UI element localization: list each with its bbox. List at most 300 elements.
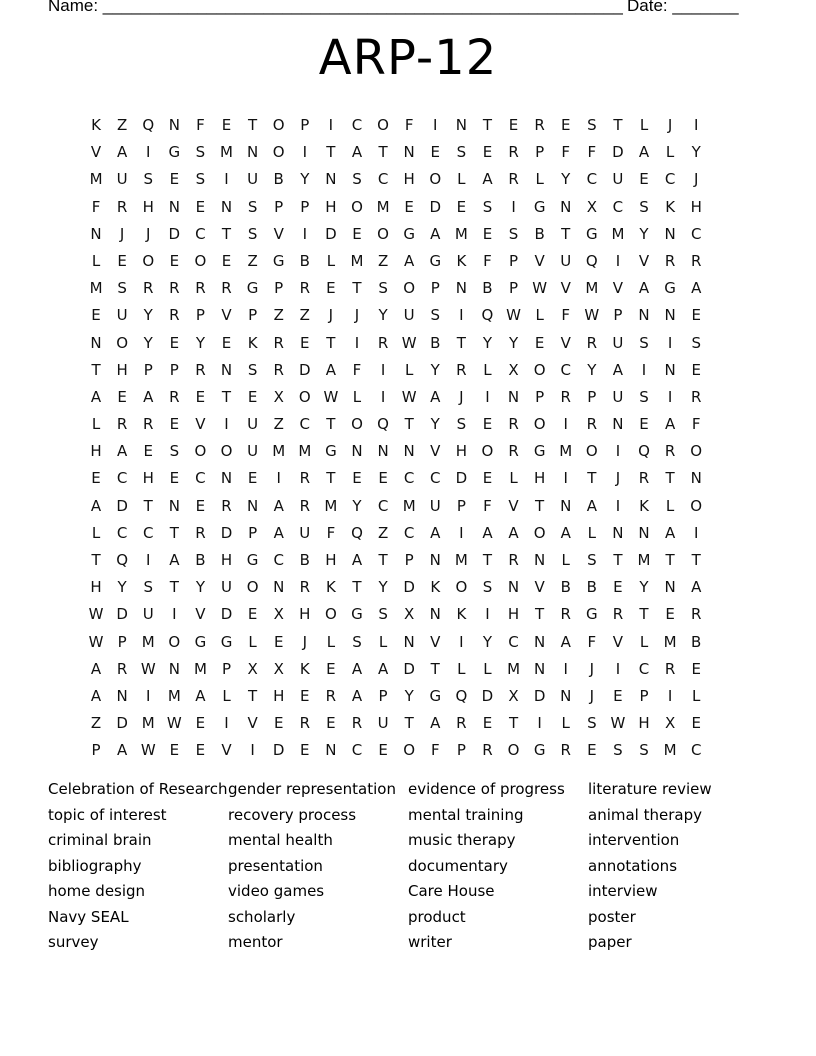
- grid-letter: J: [354, 306, 360, 325]
- word-list-item: video games: [228, 882, 325, 900]
- grid-letter: F: [587, 143, 597, 162]
- grid-letter: D: [403, 659, 415, 678]
- grid-letter: J: [589, 686, 595, 705]
- grid-letter: M: [376, 197, 390, 216]
- grid-letter: B: [560, 578, 571, 597]
- grid-letter: M: [89, 170, 103, 189]
- grid-letter: U: [560, 251, 572, 270]
- grid-letter: A: [430, 224, 441, 243]
- grid-letter: H: [638, 714, 650, 733]
- grid-letter: Y: [639, 578, 649, 597]
- grid-letter: T: [613, 551, 623, 569]
- grid-letter: U: [247, 170, 259, 189]
- grid-letter: A: [169, 551, 180, 569]
- grid-letter: I: [537, 714, 542, 733]
- grid-letter: C: [116, 469, 128, 488]
- grid-letter: M: [141, 714, 155, 733]
- grid-letter: V: [638, 251, 650, 270]
- grid-letter: C: [116, 523, 128, 542]
- grid-letter: L: [91, 523, 101, 542]
- word-list-item: poster: [588, 907, 636, 926]
- grid-letter: A: [664, 523, 676, 542]
- grid-letter: C: [351, 116, 363, 134]
- grid-letter: E: [117, 251, 127, 270]
- grid-letter: I: [172, 605, 177, 624]
- grid-letter: S: [352, 170, 362, 189]
- grid-letter: M: [663, 632, 677, 651]
- grid-letter: G: [429, 686, 442, 705]
- grid-letter: S: [639, 741, 649, 760]
- grid-letter: S: [508, 224, 519, 243]
- grid-letter: S: [247, 224, 258, 243]
- grid-letter: R: [690, 387, 702, 406]
- grid-letter: G: [403, 224, 415, 243]
- grid-letter: Q: [481, 306, 494, 325]
- grid-letter: T: [326, 469, 336, 488]
- grid-letter: R: [664, 442, 676, 461]
- grid-letter: V: [273, 224, 284, 243]
- grid-letter: L: [91, 251, 101, 270]
- grid-letter: G: [246, 551, 259, 569]
- grid-letter: F: [404, 116, 414, 134]
- grid-letter: T: [91, 360, 101, 379]
- grid-letter: T: [665, 551, 675, 569]
- grid-letter: S: [482, 197, 493, 216]
- grid-letter: E: [326, 659, 336, 678]
- grid-letter: Z: [90, 714, 102, 733]
- grid-letter: A: [560, 632, 571, 651]
- grid-letter: P: [509, 279, 519, 298]
- grid-letter: E: [352, 224, 362, 243]
- grid-letter: U: [429, 496, 441, 515]
- grid-letter: E: [143, 442, 153, 461]
- grid-letter: J: [146, 224, 151, 243]
- grid-letter: W: [88, 632, 104, 651]
- grid-letter: Y: [117, 578, 127, 597]
- grid-letter: S: [378, 605, 388, 624]
- grid-letter: D: [272, 741, 285, 760]
- grid-letter: A: [90, 686, 102, 705]
- grid-letter: C: [508, 632, 519, 651]
- grid-letter: U: [247, 442, 259, 461]
- grid-letter: L: [535, 170, 544, 189]
- grid-letter: A: [90, 496, 102, 515]
- grid-letter: I: [485, 605, 490, 624]
- grid-letter: E: [482, 469, 493, 488]
- grid-letter: I: [354, 333, 360, 352]
- grid-letter: C: [195, 469, 206, 488]
- grid-letter: H: [507, 605, 520, 624]
- grid-letter: A: [482, 170, 493, 189]
- grid-letter: T: [535, 496, 545, 515]
- word-list-item: criminal brain: [48, 831, 152, 849]
- grid-letter: E: [691, 306, 701, 325]
- grid-letter: R: [273, 360, 284, 379]
- grid-letter: B: [534, 224, 545, 243]
- grid-letter: B: [299, 551, 310, 569]
- grid-letter: Y: [430, 360, 440, 379]
- grid-letter: E: [613, 686, 623, 705]
- grid-letter: V: [247, 714, 258, 733]
- word-list-item: scholarly: [228, 907, 296, 926]
- grid-letter: R: [508, 170, 519, 189]
- grid-letter: T: [326, 415, 336, 434]
- grid-letter: R: [690, 605, 702, 624]
- grid-letter: G: [272, 251, 285, 270]
- word-list-item: documentary: [408, 856, 508, 875]
- grid-letter: D: [116, 605, 128, 624]
- grid-letter: A: [273, 523, 284, 542]
- grid-letter: C: [586, 170, 598, 189]
- grid-letter: S: [195, 143, 206, 162]
- grid-letter: I: [250, 741, 255, 760]
- grid-letter: S: [639, 387, 649, 406]
- grid-letter: R: [299, 714, 311, 733]
- grid-letter: N: [168, 116, 180, 134]
- grid-letter: U: [403, 306, 415, 325]
- grid-letter: F: [196, 116, 205, 134]
- grid-letter: L: [561, 714, 570, 733]
- grid-letter: A: [351, 143, 363, 162]
- grid-letter: Y: [587, 360, 597, 379]
- word-list-item: gender representation: [228, 780, 396, 798]
- grid-letter: C: [195, 224, 206, 243]
- grid-letter: T: [587, 469, 597, 488]
- grid-letter: E: [691, 360, 701, 379]
- grid-letter: R: [221, 279, 232, 298]
- grid-letter: M: [220, 143, 233, 162]
- grid-letter: D: [533, 686, 546, 705]
- grid-letter: E: [326, 279, 336, 298]
- grid-letter: G: [586, 605, 598, 624]
- grid-letter: E: [247, 605, 258, 624]
- grid-letter: O: [585, 442, 598, 461]
- grid-letter: O: [168, 632, 181, 651]
- grid-letter: N: [246, 143, 259, 162]
- grid-letter: I: [146, 686, 151, 705]
- grid-letter: A: [691, 279, 702, 298]
- grid-letter: E: [639, 415, 649, 434]
- word-list-item: Celebration of Research: [48, 780, 228, 798]
- grid-letter: S: [482, 578, 493, 597]
- grid-letter: S: [639, 333, 649, 352]
- grid-letter: J: [302, 632, 308, 651]
- grid-letter: R: [560, 605, 571, 624]
- grid-letter: E: [456, 197, 467, 216]
- grid-letter: O: [533, 360, 546, 379]
- grid-letter: P: [274, 279, 284, 298]
- grid-letter: P: [143, 360, 153, 379]
- grid-letter: O: [481, 442, 494, 461]
- grid-letter: K: [91, 116, 101, 134]
- grid-letter: Z: [273, 415, 284, 434]
- grid-letter: P: [587, 387, 597, 406]
- grid-letter: A: [195, 686, 206, 705]
- grid-letter: E: [482, 143, 493, 162]
- grid-letter: L: [248, 632, 257, 651]
- grid-letter: F: [91, 197, 101, 216]
- grid-letter: T: [326, 143, 336, 162]
- grid-letter: I: [563, 469, 568, 488]
- grid-letter: L: [639, 116, 649, 134]
- word-list-item: mentor: [228, 933, 283, 951]
- grid-letter: C: [638, 659, 650, 678]
- grid-letter: R: [143, 415, 154, 434]
- grid-letter: E: [300, 741, 310, 760]
- grid-letter: M: [141, 632, 155, 651]
- grid-letter: S: [613, 741, 623, 760]
- grid-letter: L: [639, 632, 649, 651]
- grid-letter: V: [221, 306, 232, 325]
- grid-letter: E: [221, 116, 232, 134]
- grid-letter: E: [639, 170, 649, 189]
- grid-letter: F: [483, 496, 492, 515]
- grid-letter: N: [507, 387, 520, 406]
- grid-letter: P: [535, 143, 545, 162]
- grid-letter: F: [561, 143, 571, 162]
- grid-letter: R: [560, 741, 571, 760]
- grid-letter: R: [377, 333, 389, 352]
- grid-letter: V: [195, 605, 206, 624]
- grid-letter: S: [143, 170, 153, 189]
- grid-letter: M: [637, 551, 651, 569]
- grid-letter: O: [690, 496, 703, 515]
- grid-letter: C: [690, 741, 702, 760]
- word-list-item: animal therapy: [588, 805, 702, 824]
- grid-letter: U: [221, 578, 232, 597]
- grid-letter: I: [302, 143, 308, 162]
- grid-letter: P: [195, 306, 205, 325]
- grid-letter: N: [690, 469, 702, 488]
- word-list-item: survey: [48, 933, 99, 951]
- grid-letter: Y: [195, 578, 205, 597]
- grid-letter: E: [169, 251, 180, 270]
- grid-letter: L: [222, 686, 231, 705]
- grid-letter: E: [195, 387, 206, 406]
- grid-letter: F: [352, 360, 362, 379]
- grid-letter: N: [534, 659, 546, 678]
- grid-letter: T: [352, 279, 362, 298]
- grid-letter: T: [508, 714, 519, 733]
- date-field[interactable]: Date: _______: [627, 0, 739, 15]
- grid-letter: L: [91, 415, 101, 434]
- grid-letter: I: [563, 415, 568, 434]
- grid-letter: V: [430, 632, 441, 651]
- grid-letter: F: [483, 251, 492, 270]
- grid-letter: T: [221, 224, 232, 243]
- grid-letter: R: [325, 686, 337, 705]
- grid-letter: Z: [273, 306, 284, 325]
- grid-letter: A: [638, 279, 650, 298]
- grid-letter: A: [351, 686, 363, 705]
- grid-letter: H: [534, 469, 546, 488]
- grid-letter: T: [169, 523, 179, 542]
- grid-letter: L: [326, 251, 336, 270]
- grid-letter: C: [142, 523, 154, 542]
- grid-letter: S: [456, 415, 467, 434]
- word-list-item: recovery process: [228, 805, 357, 824]
- grid-letter: L: [326, 632, 336, 651]
- grid-letter: A: [664, 415, 676, 434]
- grid-letter: U: [612, 170, 624, 189]
- grid-letter: N: [403, 442, 415, 461]
- word-list-item: writer: [408, 933, 452, 951]
- grid-letter: U: [247, 415, 259, 434]
- grid-letter: D: [325, 224, 337, 243]
- grid-letter: I: [433, 116, 438, 134]
- grid-letter: B: [195, 551, 206, 569]
- grid-letter: A: [430, 523, 441, 542]
- grid-letter: A: [90, 387, 102, 406]
- grid-letter: H: [142, 197, 154, 216]
- grid-letter: M: [454, 551, 468, 569]
- grid-letter: P: [91, 741, 101, 760]
- grid-letter: V: [612, 279, 624, 298]
- grid-letter: T: [248, 116, 258, 134]
- name-field[interactable]: Name: _______________________________________________________: [48, 0, 623, 15]
- grid-letter: M: [272, 442, 286, 461]
- grid-letter: B: [691, 632, 702, 651]
- grid-letter: M: [611, 224, 625, 243]
- grid-letter: E: [378, 469, 388, 488]
- grid-letter: I: [146, 551, 151, 569]
- grid-letter: P: [509, 251, 519, 270]
- grid-letter: X: [508, 686, 519, 705]
- grid-letter: E: [300, 686, 310, 705]
- grid-letter: B: [273, 170, 284, 189]
- puzzle-title: ARP-12: [318, 30, 498, 86]
- grid-letter: G: [533, 442, 546, 461]
- grid-letter: A: [351, 551, 363, 569]
- grid-letter: N: [246, 496, 259, 515]
- grid-letter: I: [615, 251, 621, 270]
- grid-letter: K: [325, 578, 336, 597]
- grid-letter: R: [195, 523, 206, 542]
- grid-letter: I: [485, 387, 490, 406]
- word-list-item: topic of interest: [48, 805, 167, 824]
- grid-letter: R: [299, 496, 311, 515]
- grid-letter: I: [380, 360, 386, 379]
- grid-letter: Z: [117, 116, 128, 134]
- grid-letter: Z: [377, 251, 389, 270]
- grid-letter: S: [195, 170, 206, 189]
- grid-letter: R: [116, 197, 128, 216]
- grid-letter: L: [665, 496, 675, 515]
- grid-letter: G: [220, 632, 233, 651]
- grid-letter: M: [193, 659, 207, 678]
- grid-letter: S: [456, 143, 467, 162]
- grid-letter: O: [194, 251, 207, 270]
- grid-letter: Q: [351, 523, 363, 542]
- grid-letter: M: [663, 741, 677, 760]
- grid-letter: P: [404, 551, 414, 569]
- grid-letter: X: [273, 605, 284, 624]
- grid-letter: R: [638, 469, 650, 488]
- grid-letter: P: [456, 496, 466, 515]
- grid-letter: A: [560, 523, 571, 542]
- grid-letter: T: [378, 551, 388, 569]
- grid-letter: X: [586, 197, 597, 216]
- grid-letter: R: [299, 279, 311, 298]
- grid-letter: L: [587, 523, 596, 542]
- grid-letter: P: [639, 686, 649, 705]
- grid-letter: F: [430, 741, 440, 760]
- grid-letter: S: [247, 197, 258, 216]
- word-list-item: intervention: [588, 831, 680, 849]
- grid-letter: T: [248, 686, 258, 705]
- grid-letter: E: [117, 387, 127, 406]
- grid-letter: E: [195, 197, 206, 216]
- grid-letter: O: [377, 116, 389, 134]
- grid-letter: K: [639, 496, 649, 515]
- grid-letter: U: [612, 387, 624, 406]
- grid-letter: E: [404, 197, 414, 216]
- grid-letter: Y: [143, 306, 153, 325]
- grid-letter: I: [693, 523, 699, 542]
- grid-letter: Y: [378, 306, 388, 325]
- grid-letter: N: [403, 143, 415, 162]
- grid-letter: N: [560, 197, 572, 216]
- grid-letter: E: [352, 469, 362, 488]
- word-list-item: Care House: [408, 882, 495, 900]
- grid-letter: R: [508, 143, 519, 162]
- grid-letter: Z: [377, 523, 389, 542]
- grid-letter: N: [403, 632, 415, 651]
- grid-letter: L: [483, 360, 492, 379]
- word-list: [48, 777, 768, 956]
- grid-letter: O: [507, 741, 520, 760]
- grid-letter: R: [169, 387, 180, 406]
- grid-letter: D: [455, 469, 468, 488]
- grid-letter: G: [246, 279, 259, 298]
- grid-letter: X: [273, 387, 284, 406]
- grid-letter: I: [459, 523, 464, 542]
- grid-letter: T: [691, 551, 701, 569]
- grid-letter: J: [119, 224, 125, 243]
- grid-letter: P: [274, 197, 284, 216]
- grid-letter: X: [664, 714, 676, 733]
- grid-letter: T: [613, 116, 623, 134]
- grid-letter: T: [561, 224, 571, 243]
- grid-letter: S: [378, 279, 388, 298]
- grid-letter: N: [664, 306, 676, 325]
- grid-letter: Z: [299, 306, 310, 325]
- grid-letter: O: [429, 170, 442, 189]
- grid-letter: F: [587, 632, 597, 651]
- grid-letter: T: [639, 605, 649, 624]
- grid-letter: X: [273, 659, 284, 678]
- grid-letter: H: [90, 578, 102, 597]
- grid-letter: F: [691, 415, 701, 434]
- grid-letter: E: [247, 387, 258, 406]
- grid-letter: T: [404, 714, 414, 733]
- grid-letter: D: [403, 578, 415, 597]
- grid-letter: N: [168, 659, 180, 678]
- grid-letter: P: [378, 686, 388, 705]
- grid-letter: T: [482, 116, 493, 134]
- grid-letter: B: [299, 251, 310, 270]
- grid-letter: R: [195, 279, 206, 298]
- grid-letter: E: [300, 333, 310, 352]
- grid-letter: D: [481, 686, 494, 705]
- grid-letter: L: [378, 632, 388, 651]
- grid-letter: O: [403, 741, 416, 760]
- grid-letter: L: [483, 659, 492, 678]
- grid-letter: C: [273, 551, 284, 569]
- grid-letter: W: [88, 605, 104, 624]
- grid-letter: K: [665, 197, 676, 216]
- word-list-item: evidence of progress: [408, 780, 565, 798]
